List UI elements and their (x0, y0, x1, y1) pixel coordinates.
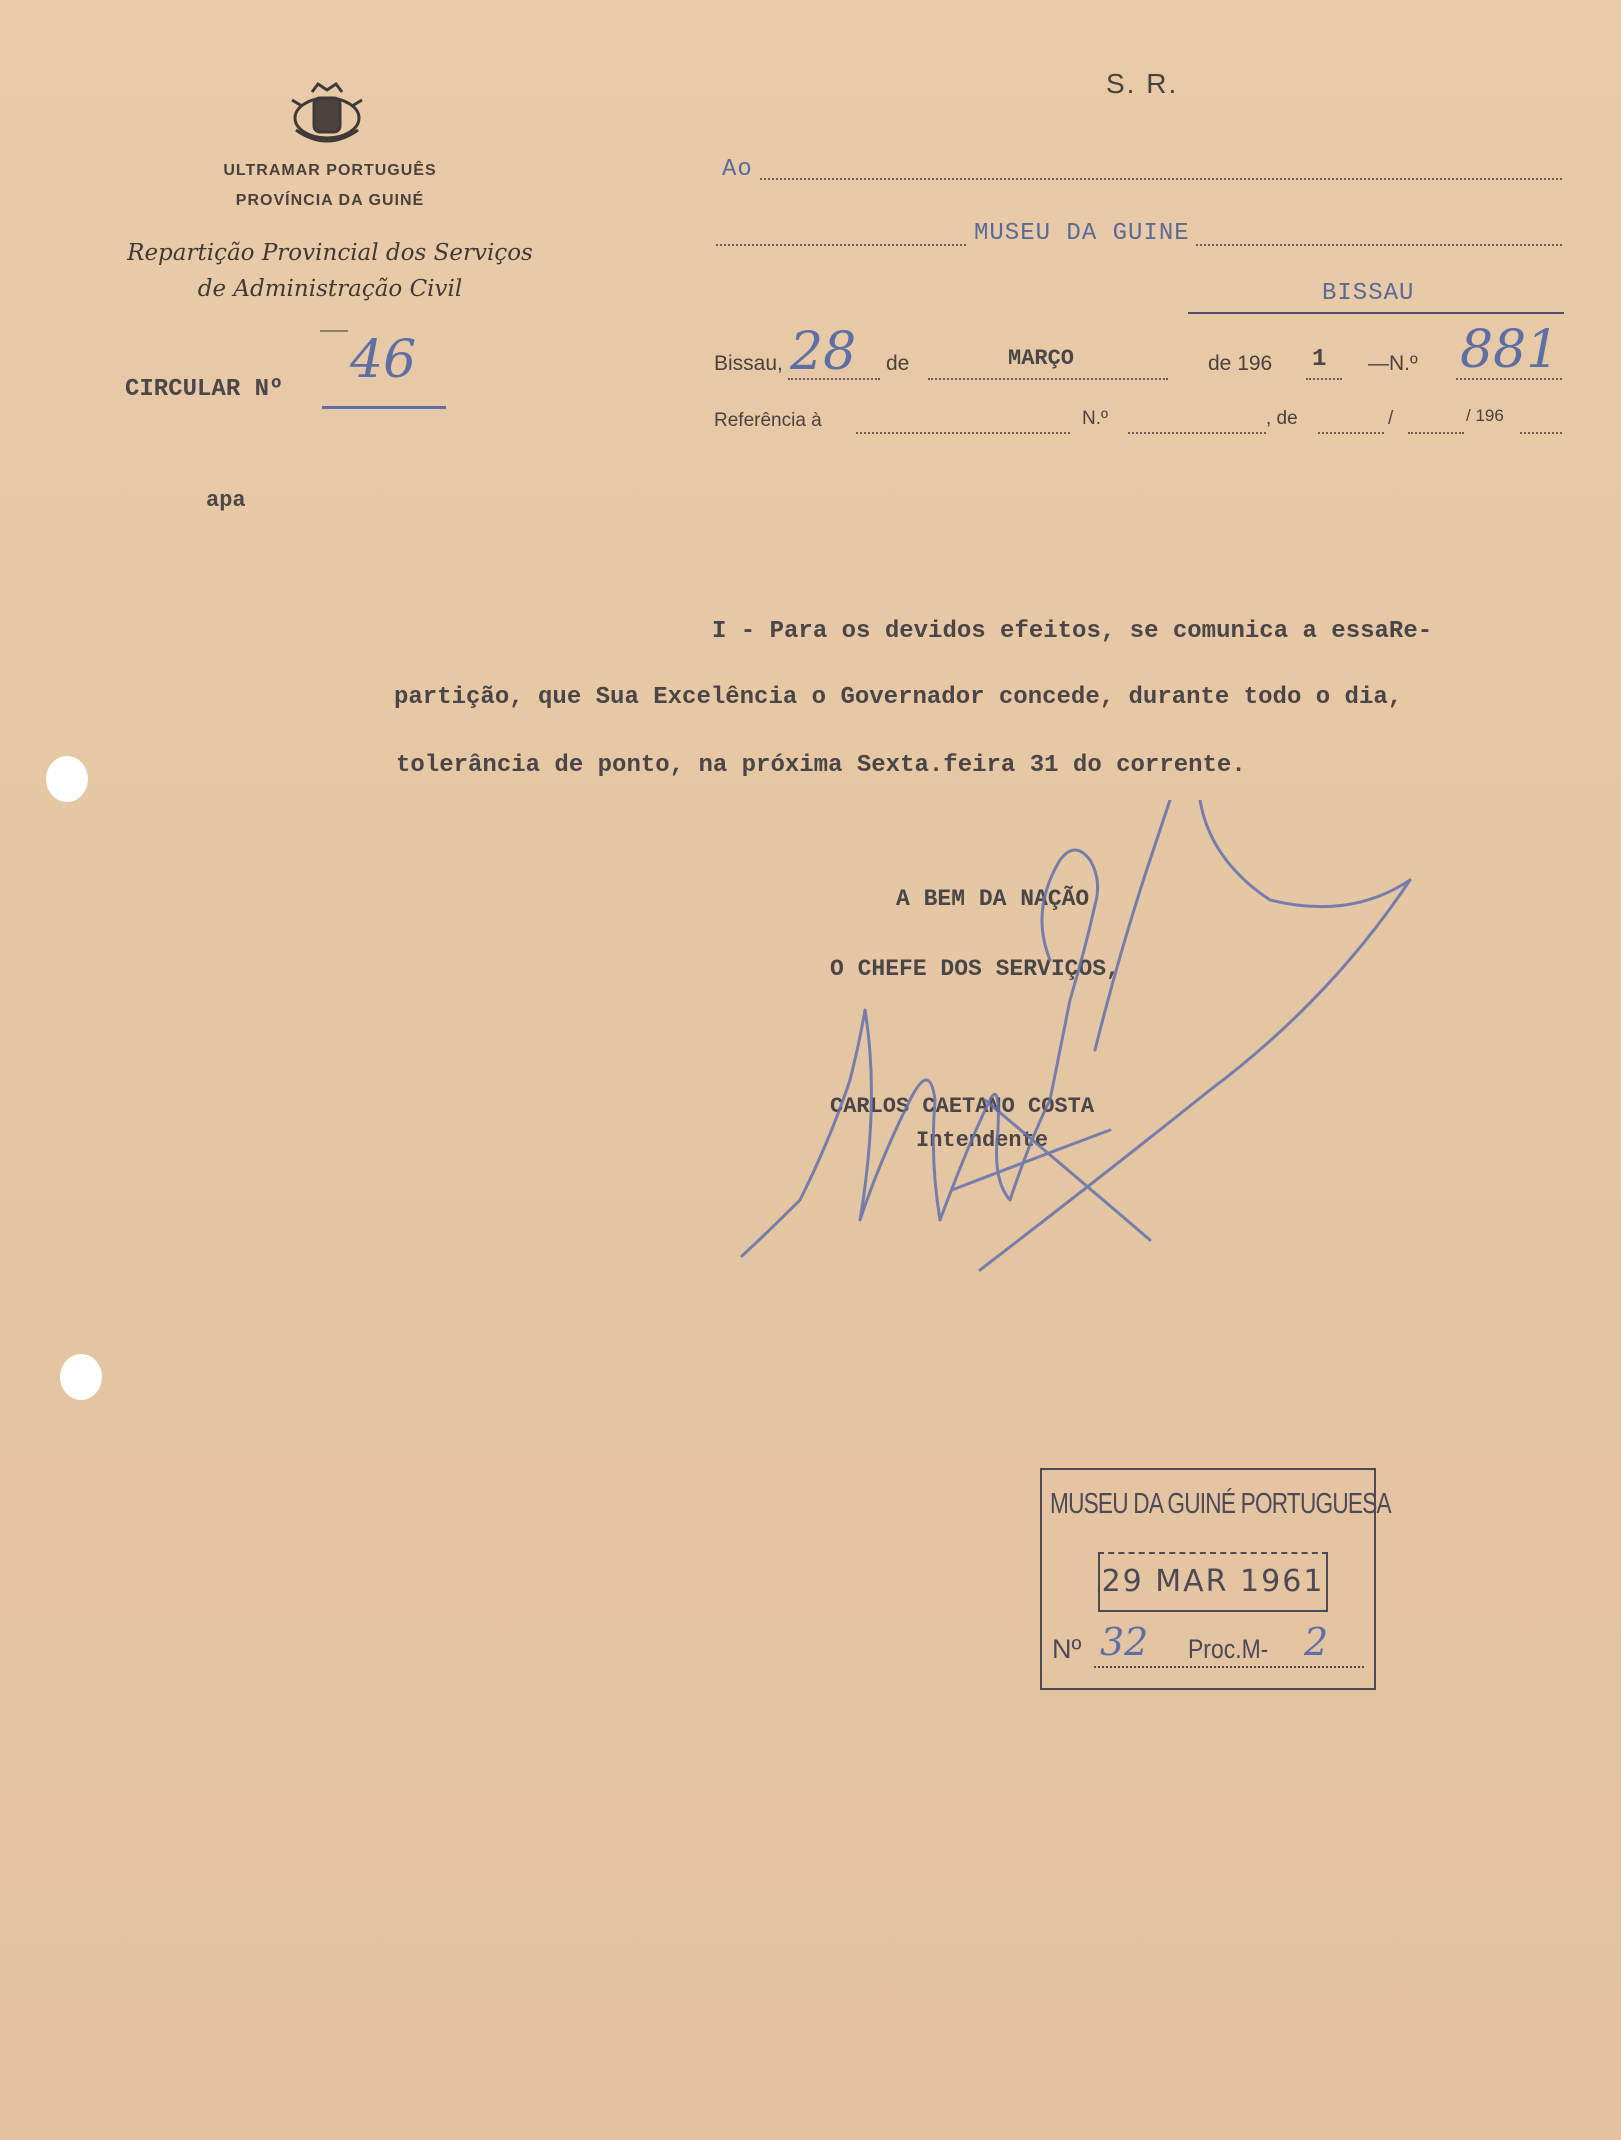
reference-slash: / (1388, 408, 1394, 429)
reference-number-dotline (1128, 432, 1266, 434)
letterhead-department-line2: de Administração Civil (197, 276, 463, 302)
circular-label: CIRCULAR Nº (125, 376, 284, 403)
recipient-city: BISSAU (1322, 280, 1415, 307)
reference-label: Referência à (714, 410, 822, 431)
reference-de-label: , de (1266, 408, 1298, 429)
coat-of-arms-icon (282, 80, 372, 152)
dateline-day-handwritten: 28 (790, 322, 857, 382)
month-dotline (928, 378, 1168, 380)
signatory-title: Intendente (916, 1128, 1049, 1153)
punch-hole (46, 756, 88, 802)
punch-hole (60, 1354, 102, 1400)
letterhead-divider (320, 330, 348, 332)
museum-received-stamp (1040, 1468, 1391, 1690)
reference-day-dotline (1318, 432, 1384, 434)
stamp-date-box (1098, 1552, 1328, 1612)
reference-month-dotline (1408, 432, 1464, 434)
closing-motto: A BEM DA NAÇÃO (896, 886, 1090, 912)
dateline-month: MARÇO (1008, 346, 1075, 371)
body-line-1: I - Para os devidos efeitos, se comunica a essaRe- (712, 618, 1433, 645)
signatory-name: CARLOS CAETANO COSTA (830, 1094, 1095, 1119)
typist-initials: apa (206, 488, 246, 513)
stamp-proc-label: Proc.M- (1188, 1634, 1269, 1664)
letterhead-department-line1: Repartição Provincial dos Serviços (127, 240, 533, 266)
handwritten-signature-icon (730, 800, 1430, 1280)
letterhead-ultramar: ULTRAMAR PORTUGUÊS (223, 162, 437, 179)
stamp-number-label: Nº (1052, 1634, 1082, 1664)
stamp-proc-handwritten: 2 (1304, 1620, 1329, 1664)
day-dotline (788, 378, 880, 380)
reference-number-label: N.º (1082, 408, 1108, 429)
body-line-2: partição, que Sua Excelência o Governador concede, durante todo o dia, (394, 684, 1403, 711)
city-underline (1188, 312, 1564, 314)
stamp-date: 29 MAR 1961 (1101, 1564, 1325, 1599)
dateline-de-196: de 196 (1208, 352, 1273, 375)
circular-number-handwritten: 46 (350, 330, 417, 390)
ao-label: Ao (722, 156, 753, 183)
dateline-year-digit: 1 (1312, 346, 1327, 373)
number-dotline (1456, 378, 1562, 380)
dateline-de: de (886, 352, 910, 375)
sr-mark: S. R. (1106, 68, 1179, 99)
ao-dotline (760, 178, 1562, 180)
reference-dotline (856, 432, 1070, 434)
dateline-place: Bissau, (714, 352, 783, 375)
year-dotline (1306, 378, 1342, 380)
dateline-number-label: —N.º (1368, 352, 1418, 375)
reference-year-dotline (1520, 432, 1562, 434)
closing-chief-title: O CHEFE DOS SERVIÇOS, (830, 956, 1120, 982)
recipient-name: MUSEU DA GUINE (968, 220, 1196, 247)
stamp-dotline (1094, 1666, 1364, 1668)
letterhead-provincia: PROVÍNCIA DA GUINÉ (235, 192, 425, 209)
stamp-title: MUSEU DA GUINÉ PORTUGUESA (1050, 1488, 1391, 1520)
stamp-number-handwritten: 32 (1100, 1620, 1149, 1664)
dateline-number-handwritten: 881 (1460, 320, 1560, 380)
circular-number-underline (322, 406, 446, 409)
reference-year: / 196 (1466, 406, 1504, 425)
body-line-3: tolerância de ponto, na próxima Sexta.feira 31 do corrente. (396, 752, 1246, 779)
